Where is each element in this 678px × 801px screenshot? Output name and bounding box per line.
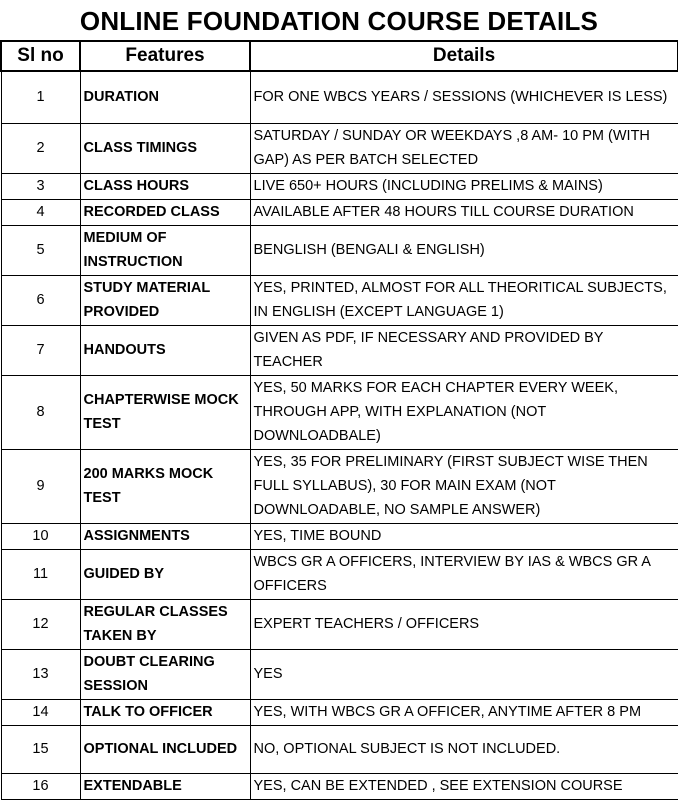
details-cell: GIVEN AS PDF, IF NECESSARY AND PROVIDED BY TEACHER <box>250 325 678 375</box>
details-cell: LIVE 650+ HOURS (INCLUDING PRELIMS & MAINS) <box>250 173 678 199</box>
feature-cell: 200 MARKS MOCK TEST <box>80 449 250 523</box>
sl-no-cell: 8 <box>1 375 80 449</box>
feature-cell: CLASS TIMINGS <box>80 123 250 173</box>
details-cell: FOR ONE WBCS YEARS / SESSIONS (WHICHEVER IS LESS) <box>250 71 678 123</box>
feature-cell: DURATION <box>80 71 250 123</box>
column-header-features: Features <box>80 41 250 71</box>
feature-cell: OPTIONAL INCLUDED <box>80 725 250 773</box>
sl-no-cell: 6 <box>1 275 80 325</box>
sl-no-cell: 15 <box>1 725 80 773</box>
details-cell: NO, OPTIONAL SUBJECT IS NOT INCLUDED. <box>250 725 678 773</box>
table-row <box>1 523 678 549</box>
table-row <box>1 173 678 199</box>
details-cell: SATURDAY / SUNDAY OR WEEKDAYS ,8 AM- 10 PM (WITH GAP) AS PER BATCH SELECTED <box>250 123 678 173</box>
sl-no-cell: 9 <box>1 449 80 523</box>
feature-cell: TALK TO OFFICER <box>80 699 250 725</box>
page-title: ONLINE FOUNDATION COURSE DETAILS <box>79 6 599 36</box>
table-row <box>1 773 678 799</box>
feature-cell: HANDOUTS <box>80 325 250 375</box>
details-cell: YES, 35 FOR PRELIMINARY (FIRST SUBJECT WISE THEN FULL SYLLABUS), 30 FOR MAIN EXAM (NOT DOWNLOADABLE, NO SAMPLE ANSWER) <box>250 449 678 523</box>
details-cell: YES, 50 MARKS FOR EACH CHAPTER EVERY WEEK, THROUGH APP, WITH EXPLANATION (NOT DOWNLOADBALE) <box>250 375 678 449</box>
feature-cell: STUDY MATERIAL PROVIDED <box>80 275 250 325</box>
sl-no-cell: 10 <box>1 523 80 549</box>
table-row <box>1 649 678 699</box>
details-cell: YES <box>250 649 678 699</box>
table-row <box>1 599 678 649</box>
feature-cell: RECORDED CLASS <box>80 199 250 225</box>
sl-no-cell: 13 <box>1 649 80 699</box>
sl-no-cell: 7 <box>1 325 80 375</box>
feature-cell: CLASS HOURS <box>80 173 250 199</box>
table-row <box>1 549 678 599</box>
feature-cell: REGULAR CLASSES TAKEN BY <box>80 599 250 649</box>
column-header-sl-no: Sl no <box>1 41 80 71</box>
course-details-table <box>0 40 678 800</box>
details-cell: WBCS GR A OFFICERS, INTERVIEW BY IAS & WBCS GR A OFFICERS <box>250 549 678 599</box>
details-cell: YES, PRINTED, ALMOST FOR ALL THEORITICAL SUBJECTS, IN ENGLISH (EXCEPT LANGUAGE 1) <box>250 275 678 325</box>
feature-cell: DOUBT CLEARING SESSION <box>80 649 250 699</box>
details-cell: YES, WITH WBCS GR A OFFICER, ANYTIME AFTER 8 PM <box>250 699 678 725</box>
details-cell: EXPERT TEACHERS / OFFICERS <box>250 599 678 649</box>
feature-cell: ASSIGNMENTS <box>80 523 250 549</box>
table-row <box>1 225 678 275</box>
sl-no-cell: 5 <box>1 225 80 275</box>
sl-no-cell: 16 <box>1 773 80 799</box>
table-row <box>1 449 678 523</box>
details-cell: YES, CAN BE EXTENDED , SEE EXTENSION COURSE <box>250 773 678 799</box>
table-row <box>1 325 678 375</box>
table-row <box>1 699 678 725</box>
sl-no-cell: 3 <box>1 173 80 199</box>
details-cell: BENGLISH (BENGALI & ENGLISH) <box>250 225 678 275</box>
feature-cell: CHAPTERWISE MOCK TEST <box>80 375 250 449</box>
table-row <box>1 123 678 173</box>
sl-no-cell: 1 <box>1 71 80 123</box>
sl-no-cell: 12 <box>1 599 80 649</box>
table-row <box>1 275 678 325</box>
details-cell: AVAILABLE AFTER 48 HOURS TILL COURSE DURATION <box>250 199 678 225</box>
column-header-details: Details <box>250 41 678 71</box>
table-row <box>1 71 678 123</box>
sl-no-cell: 14 <box>1 699 80 725</box>
feature-cell: MEDIUM OF INSTRUCTION <box>80 225 250 275</box>
details-cell: YES, TIME BOUND <box>250 523 678 549</box>
sl-no-cell: 11 <box>1 549 80 599</box>
sl-no-cell: 4 <box>1 199 80 225</box>
table-row <box>1 375 678 449</box>
feature-cell: EXTENDABLE <box>80 773 250 799</box>
table-row <box>1 199 678 225</box>
table-row <box>1 725 678 773</box>
table-header-row <box>1 41 678 71</box>
feature-cell: GUIDED BY <box>80 549 250 599</box>
sl-no-cell: 2 <box>1 123 80 173</box>
